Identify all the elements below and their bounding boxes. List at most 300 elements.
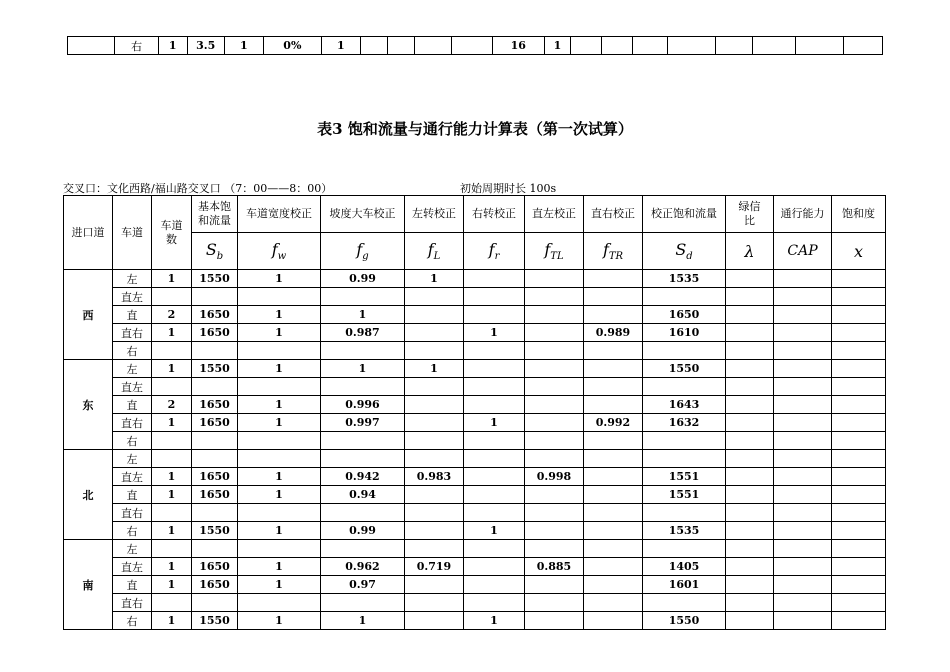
value-capacity: [774, 522, 832, 540]
table-cell: 1: [224, 37, 263, 55]
lane-type: 左: [113, 540, 152, 558]
value-n: 2: [152, 306, 192, 324]
symbol-ftl: $f_{TL}$: [525, 233, 584, 270]
previous-table-fragment: [67, 36, 883, 55]
value-ftl: [525, 576, 584, 594]
value-n: 1: [152, 522, 192, 540]
value-fw: 1: [238, 270, 321, 288]
header-left-correction: 左转校正: [405, 196, 464, 233]
table-cell: [668, 37, 715, 55]
value-fr: [464, 450, 525, 468]
value-saturation-degree: [832, 558, 886, 576]
value-fl: 0.983: [405, 468, 464, 486]
table-row: [64, 576, 886, 594]
value-n: 1: [152, 468, 192, 486]
value-fr: [464, 504, 525, 522]
value-fl: [405, 612, 464, 630]
header-lane-count: 车道数: [152, 196, 192, 270]
saturation-capacity-table: [63, 195, 886, 630]
table-cell: 1: [544, 37, 571, 55]
value-fl: [405, 396, 464, 414]
value-ftl: [525, 612, 584, 630]
value-ftr: [584, 540, 643, 558]
value-fr: [464, 396, 525, 414]
value-ftr: [584, 432, 643, 450]
value-sb: 1650: [192, 486, 238, 504]
value-sd: [643, 288, 726, 306]
value-capacity: [774, 594, 832, 612]
value-green-ratio: [726, 324, 774, 342]
value-ftr: [584, 558, 643, 576]
value-fg: 0.996: [321, 396, 405, 414]
value-fg: [321, 540, 405, 558]
value-capacity: [774, 576, 832, 594]
value-sb: 1650: [192, 414, 238, 432]
value-ftr: [584, 360, 643, 378]
value-green-ratio: [726, 270, 774, 288]
value-sb: [192, 288, 238, 306]
value-sd: [643, 450, 726, 468]
value-fw: [238, 378, 321, 396]
lane-type: 直左: [113, 468, 152, 486]
value-green-ratio: [726, 342, 774, 360]
value-fw: 1: [238, 414, 321, 432]
value-fr: 1: [464, 414, 525, 432]
lane-type: 左: [113, 450, 152, 468]
value-sd: 1551: [643, 468, 726, 486]
header-capacity: 通行能力: [774, 196, 832, 233]
value-capacity: [774, 468, 832, 486]
value-ftl: [525, 396, 584, 414]
value-fl: [405, 522, 464, 540]
header-straight-right-correction: 直右校正: [584, 196, 643, 233]
lane-type: 直左: [113, 288, 152, 306]
value-fr: 1: [464, 522, 525, 540]
lane-type: 直右: [113, 414, 152, 432]
value-green-ratio: [726, 540, 774, 558]
symbol-fr: $f_r$: [464, 233, 525, 270]
value-green-ratio: [726, 504, 774, 522]
value-green-ratio: [726, 612, 774, 630]
value-green-ratio: [726, 288, 774, 306]
value-n: [152, 504, 192, 522]
value-saturation-degree: [832, 378, 886, 396]
value-n: 1: [152, 486, 192, 504]
value-ftl: [525, 342, 584, 360]
value-fl: [405, 486, 464, 504]
value-capacity: [774, 504, 832, 522]
lane-type: 左: [113, 360, 152, 378]
value-ftr: [584, 504, 643, 522]
value-saturation-degree: [832, 396, 886, 414]
table-cell: [843, 37, 882, 55]
value-saturation-degree: [832, 342, 886, 360]
value-fr: [464, 306, 525, 324]
table-cell: 1: [321, 37, 360, 55]
value-sb: 1550: [192, 612, 238, 630]
table-cell: [602, 37, 633, 55]
value-sb: [192, 378, 238, 396]
value-ftl: [525, 432, 584, 450]
value-n: [152, 594, 192, 612]
value-ftr: [584, 522, 643, 540]
value-capacity: [774, 378, 832, 396]
table-cell: [796, 37, 843, 55]
table-row: [68, 37, 883, 55]
value-capacity: [774, 540, 832, 558]
table-row: [64, 612, 886, 630]
value-fl: [405, 324, 464, 342]
value-sd: [643, 594, 726, 612]
value-fr: [464, 342, 525, 360]
value-ftl: [525, 414, 584, 432]
table-row: [64, 288, 886, 306]
lane-type: 直左: [113, 558, 152, 576]
symbol-fl: $f_L$: [405, 233, 464, 270]
value-fl: 1: [405, 270, 464, 288]
value-sb: 1550: [192, 522, 238, 540]
value-ftr: [584, 468, 643, 486]
intersection-info: 交叉口：文化西路/福山路交叉口 （7：00——8：00）: [63, 182, 333, 195]
value-fg: 0.942: [321, 468, 405, 486]
value-fg: [321, 342, 405, 360]
value-capacity: [774, 558, 832, 576]
value-sb: [192, 450, 238, 468]
value-fw: 1: [238, 558, 321, 576]
value-ftr: [584, 594, 643, 612]
table-row: [64, 270, 886, 288]
header-straight-left-correction: 直左校正: [525, 196, 584, 233]
value-fl: [405, 306, 464, 324]
value-fg: [321, 504, 405, 522]
value-fr: [464, 432, 525, 450]
value-capacity: [774, 414, 832, 432]
table-row: [64, 504, 886, 522]
header-grade-correction: 坡度大车校正: [321, 196, 405, 233]
value-fl: [405, 594, 464, 612]
table-cell: 0%: [263, 37, 321, 55]
value-ftl: [525, 360, 584, 378]
table-cell: [414, 37, 451, 55]
value-ftl: [525, 324, 584, 342]
table-cell: 3.5: [187, 37, 224, 55]
lane-type: 直左: [113, 378, 152, 396]
table-row: [64, 324, 886, 342]
value-fr: [464, 288, 525, 306]
value-fr: [464, 558, 525, 576]
value-fr: [464, 468, 525, 486]
value-saturation-degree: [832, 360, 886, 378]
value-green-ratio: [726, 450, 774, 468]
value-fl: [405, 342, 464, 360]
value-capacity: [774, 432, 832, 450]
value-saturation-degree: [832, 270, 886, 288]
value-saturation-degree: [832, 504, 886, 522]
value-fw: [238, 342, 321, 360]
value-saturation-degree: [832, 594, 886, 612]
value-fg: [321, 378, 405, 396]
cycle-length-info: 初始周期时长 100s: [460, 182, 557, 195]
value-ftl: [525, 288, 584, 306]
value-ftr: [584, 396, 643, 414]
value-capacity: [774, 486, 832, 504]
value-ftl: [525, 594, 584, 612]
value-fg: 1: [321, 612, 405, 630]
value-saturation-degree: [832, 468, 886, 486]
value-sd: 1405: [643, 558, 726, 576]
table-row: [64, 522, 886, 540]
value-sd: [643, 504, 726, 522]
table-row: [64, 396, 886, 414]
value-ftl: 0.998: [525, 468, 584, 486]
table-row: [64, 306, 886, 324]
value-fg: 0.987: [321, 324, 405, 342]
value-saturation-degree: [832, 540, 886, 558]
value-green-ratio: [726, 594, 774, 612]
value-ftr: [584, 288, 643, 306]
value-sd: [643, 378, 726, 396]
value-capacity: [774, 324, 832, 342]
value-sb: [192, 540, 238, 558]
table-row: [64, 468, 886, 486]
table-cell: [387, 37, 414, 55]
value-ftr: [584, 612, 643, 630]
value-fw: [238, 432, 321, 450]
value-saturation-degree: [832, 324, 886, 342]
value-capacity: [774, 396, 832, 414]
value-green-ratio: [726, 378, 774, 396]
value-sb: 1650: [192, 468, 238, 486]
value-ftr: [584, 342, 643, 360]
value-n: 1: [152, 576, 192, 594]
value-fw: 1: [238, 612, 321, 630]
value-ftr: [584, 306, 643, 324]
value-capacity: [774, 450, 832, 468]
value-ftl: [525, 450, 584, 468]
table-cell: [571, 37, 602, 55]
value-fg: [321, 594, 405, 612]
table-title: 表3 饱和流量与通行能力计算表（第一次试算）: [317, 120, 633, 138]
value-fl: 1: [405, 360, 464, 378]
lane-type: 直: [113, 396, 152, 414]
value-green-ratio: [726, 414, 774, 432]
header-row: [64, 196, 886, 233]
table-row: [64, 450, 886, 468]
value-sb: 1650: [192, 576, 238, 594]
symbol-sb: $S_b$: [192, 233, 238, 270]
value-sb: [192, 594, 238, 612]
table-cell: 1: [158, 37, 187, 55]
header-right-correction: 右转校正: [464, 196, 525, 233]
value-fw: 1: [238, 468, 321, 486]
value-sb: 1550: [192, 360, 238, 378]
symbol-x: x: [832, 233, 886, 270]
lane-type: 右: [113, 342, 152, 360]
table-cell: 16: [492, 37, 544, 55]
value-sd: 1650: [643, 306, 726, 324]
value-fg: 1: [321, 360, 405, 378]
value-fw: [238, 594, 321, 612]
table-cell: [68, 37, 115, 55]
value-n: [152, 432, 192, 450]
table-cell: [752, 37, 795, 55]
lane-type: 直右: [113, 324, 152, 342]
lane-type: 直右: [113, 594, 152, 612]
value-ftl: [525, 540, 584, 558]
value-n: 2: [152, 396, 192, 414]
symbol-fg: $f_g$: [321, 233, 405, 270]
value-fw: 1: [238, 306, 321, 324]
table-row: [64, 360, 886, 378]
value-fg: [321, 450, 405, 468]
symbol-lambda: λ: [726, 233, 774, 270]
value-sd: 1550: [643, 612, 726, 630]
value-fr: [464, 360, 525, 378]
value-fw: 1: [238, 486, 321, 504]
value-ftr: [584, 378, 643, 396]
value-fg: 0.962: [321, 558, 405, 576]
value-fg: 1: [321, 306, 405, 324]
value-sd: 1535: [643, 522, 726, 540]
value-green-ratio: [726, 360, 774, 378]
value-saturation-degree: [832, 612, 886, 630]
symbol-ftr: $f_{TR}$: [584, 233, 643, 270]
lane-type: 直: [113, 486, 152, 504]
table-row: [64, 378, 886, 396]
value-sd: [643, 540, 726, 558]
header-base-saturation: 基本饱和流量: [192, 196, 238, 233]
symbol-cap: CAP: [774, 233, 832, 270]
table-cell: [633, 37, 668, 55]
table-cell: 右: [115, 37, 158, 55]
value-fr: [464, 576, 525, 594]
value-fl: [405, 540, 464, 558]
value-ftr: [584, 486, 643, 504]
value-fg: 0.94: [321, 486, 405, 504]
lane-type: 直: [113, 576, 152, 594]
value-sb: 1650: [192, 306, 238, 324]
value-fl: [405, 288, 464, 306]
lane-type: 右: [113, 522, 152, 540]
value-sd: 1601: [643, 576, 726, 594]
value-capacity: [774, 288, 832, 306]
lane-type: 直: [113, 306, 152, 324]
value-sb: [192, 342, 238, 360]
approach-direction: 西: [64, 270, 113, 360]
value-fg: 0.99: [321, 522, 405, 540]
value-ftl: [525, 486, 584, 504]
value-fr: [464, 378, 525, 396]
header-corrected-saturation: 校正饱和流量: [643, 196, 726, 233]
value-n: 1: [152, 270, 192, 288]
value-fl: [405, 414, 464, 432]
approach-direction: 北: [64, 450, 113, 540]
value-fr: [464, 270, 525, 288]
value-fl: [405, 504, 464, 522]
table-cell: [360, 37, 387, 55]
value-saturation-degree: [832, 450, 886, 468]
value-fw: [238, 504, 321, 522]
value-fg: 0.97: [321, 576, 405, 594]
value-fl: 0.719: [405, 558, 464, 576]
approach-direction: 南: [64, 540, 113, 630]
value-fg: 0.997: [321, 414, 405, 432]
value-green-ratio: [726, 432, 774, 450]
value-capacity: [774, 612, 832, 630]
value-fr: [464, 540, 525, 558]
table-cell: [451, 37, 492, 55]
value-n: [152, 540, 192, 558]
lane-type: 右: [113, 432, 152, 450]
value-saturation-degree: [832, 306, 886, 324]
value-fw: 1: [238, 324, 321, 342]
value-sd: 1610: [643, 324, 726, 342]
table-row: [64, 432, 886, 450]
value-ftl: [525, 306, 584, 324]
value-saturation-degree: [832, 522, 886, 540]
value-saturation-degree: [832, 432, 886, 450]
table-row: [64, 594, 886, 612]
symbol-sd: $S_d$: [643, 233, 726, 270]
value-capacity: [774, 270, 832, 288]
value-sd: [643, 432, 726, 450]
value-sb: 1650: [192, 324, 238, 342]
value-sb: 1650: [192, 558, 238, 576]
header-approach: 进口道: [64, 196, 113, 270]
value-ftl: [525, 522, 584, 540]
value-n: [152, 288, 192, 306]
value-saturation-degree: [832, 486, 886, 504]
value-sd: 1550: [643, 360, 726, 378]
value-sd: 1535: [643, 270, 726, 288]
value-n: [152, 378, 192, 396]
header-lane: 车道: [113, 196, 152, 270]
table-row: [64, 414, 886, 432]
value-fw: [238, 540, 321, 558]
header-width-correction: 车道宽度校正: [238, 196, 321, 233]
value-capacity: [774, 306, 832, 324]
value-fr: 1: [464, 612, 525, 630]
value-green-ratio: [726, 468, 774, 486]
table-row: [64, 486, 886, 504]
value-fl: [405, 378, 464, 396]
value-ftl: [525, 270, 584, 288]
value-ftr: [584, 576, 643, 594]
value-capacity: [774, 342, 832, 360]
symbol-fw: $f_w$: [238, 233, 321, 270]
header-saturation-degree: 饱和度: [832, 196, 886, 233]
value-fg: [321, 288, 405, 306]
value-sd: 1551: [643, 486, 726, 504]
value-n: 1: [152, 360, 192, 378]
value-n: 1: [152, 558, 192, 576]
value-fw: 1: [238, 522, 321, 540]
value-fl: [405, 576, 464, 594]
value-fl: [405, 450, 464, 468]
lane-type: 右: [113, 612, 152, 630]
value-fw: 1: [238, 396, 321, 414]
value-saturation-degree: [832, 288, 886, 306]
value-sd: [643, 342, 726, 360]
value-green-ratio: [726, 576, 774, 594]
value-green-ratio: [726, 396, 774, 414]
value-ftl: 0.885: [525, 558, 584, 576]
value-sb: [192, 504, 238, 522]
value-n: 1: [152, 414, 192, 432]
lane-type: 直右: [113, 504, 152, 522]
table-row: [64, 342, 886, 360]
value-ftr: [584, 450, 643, 468]
